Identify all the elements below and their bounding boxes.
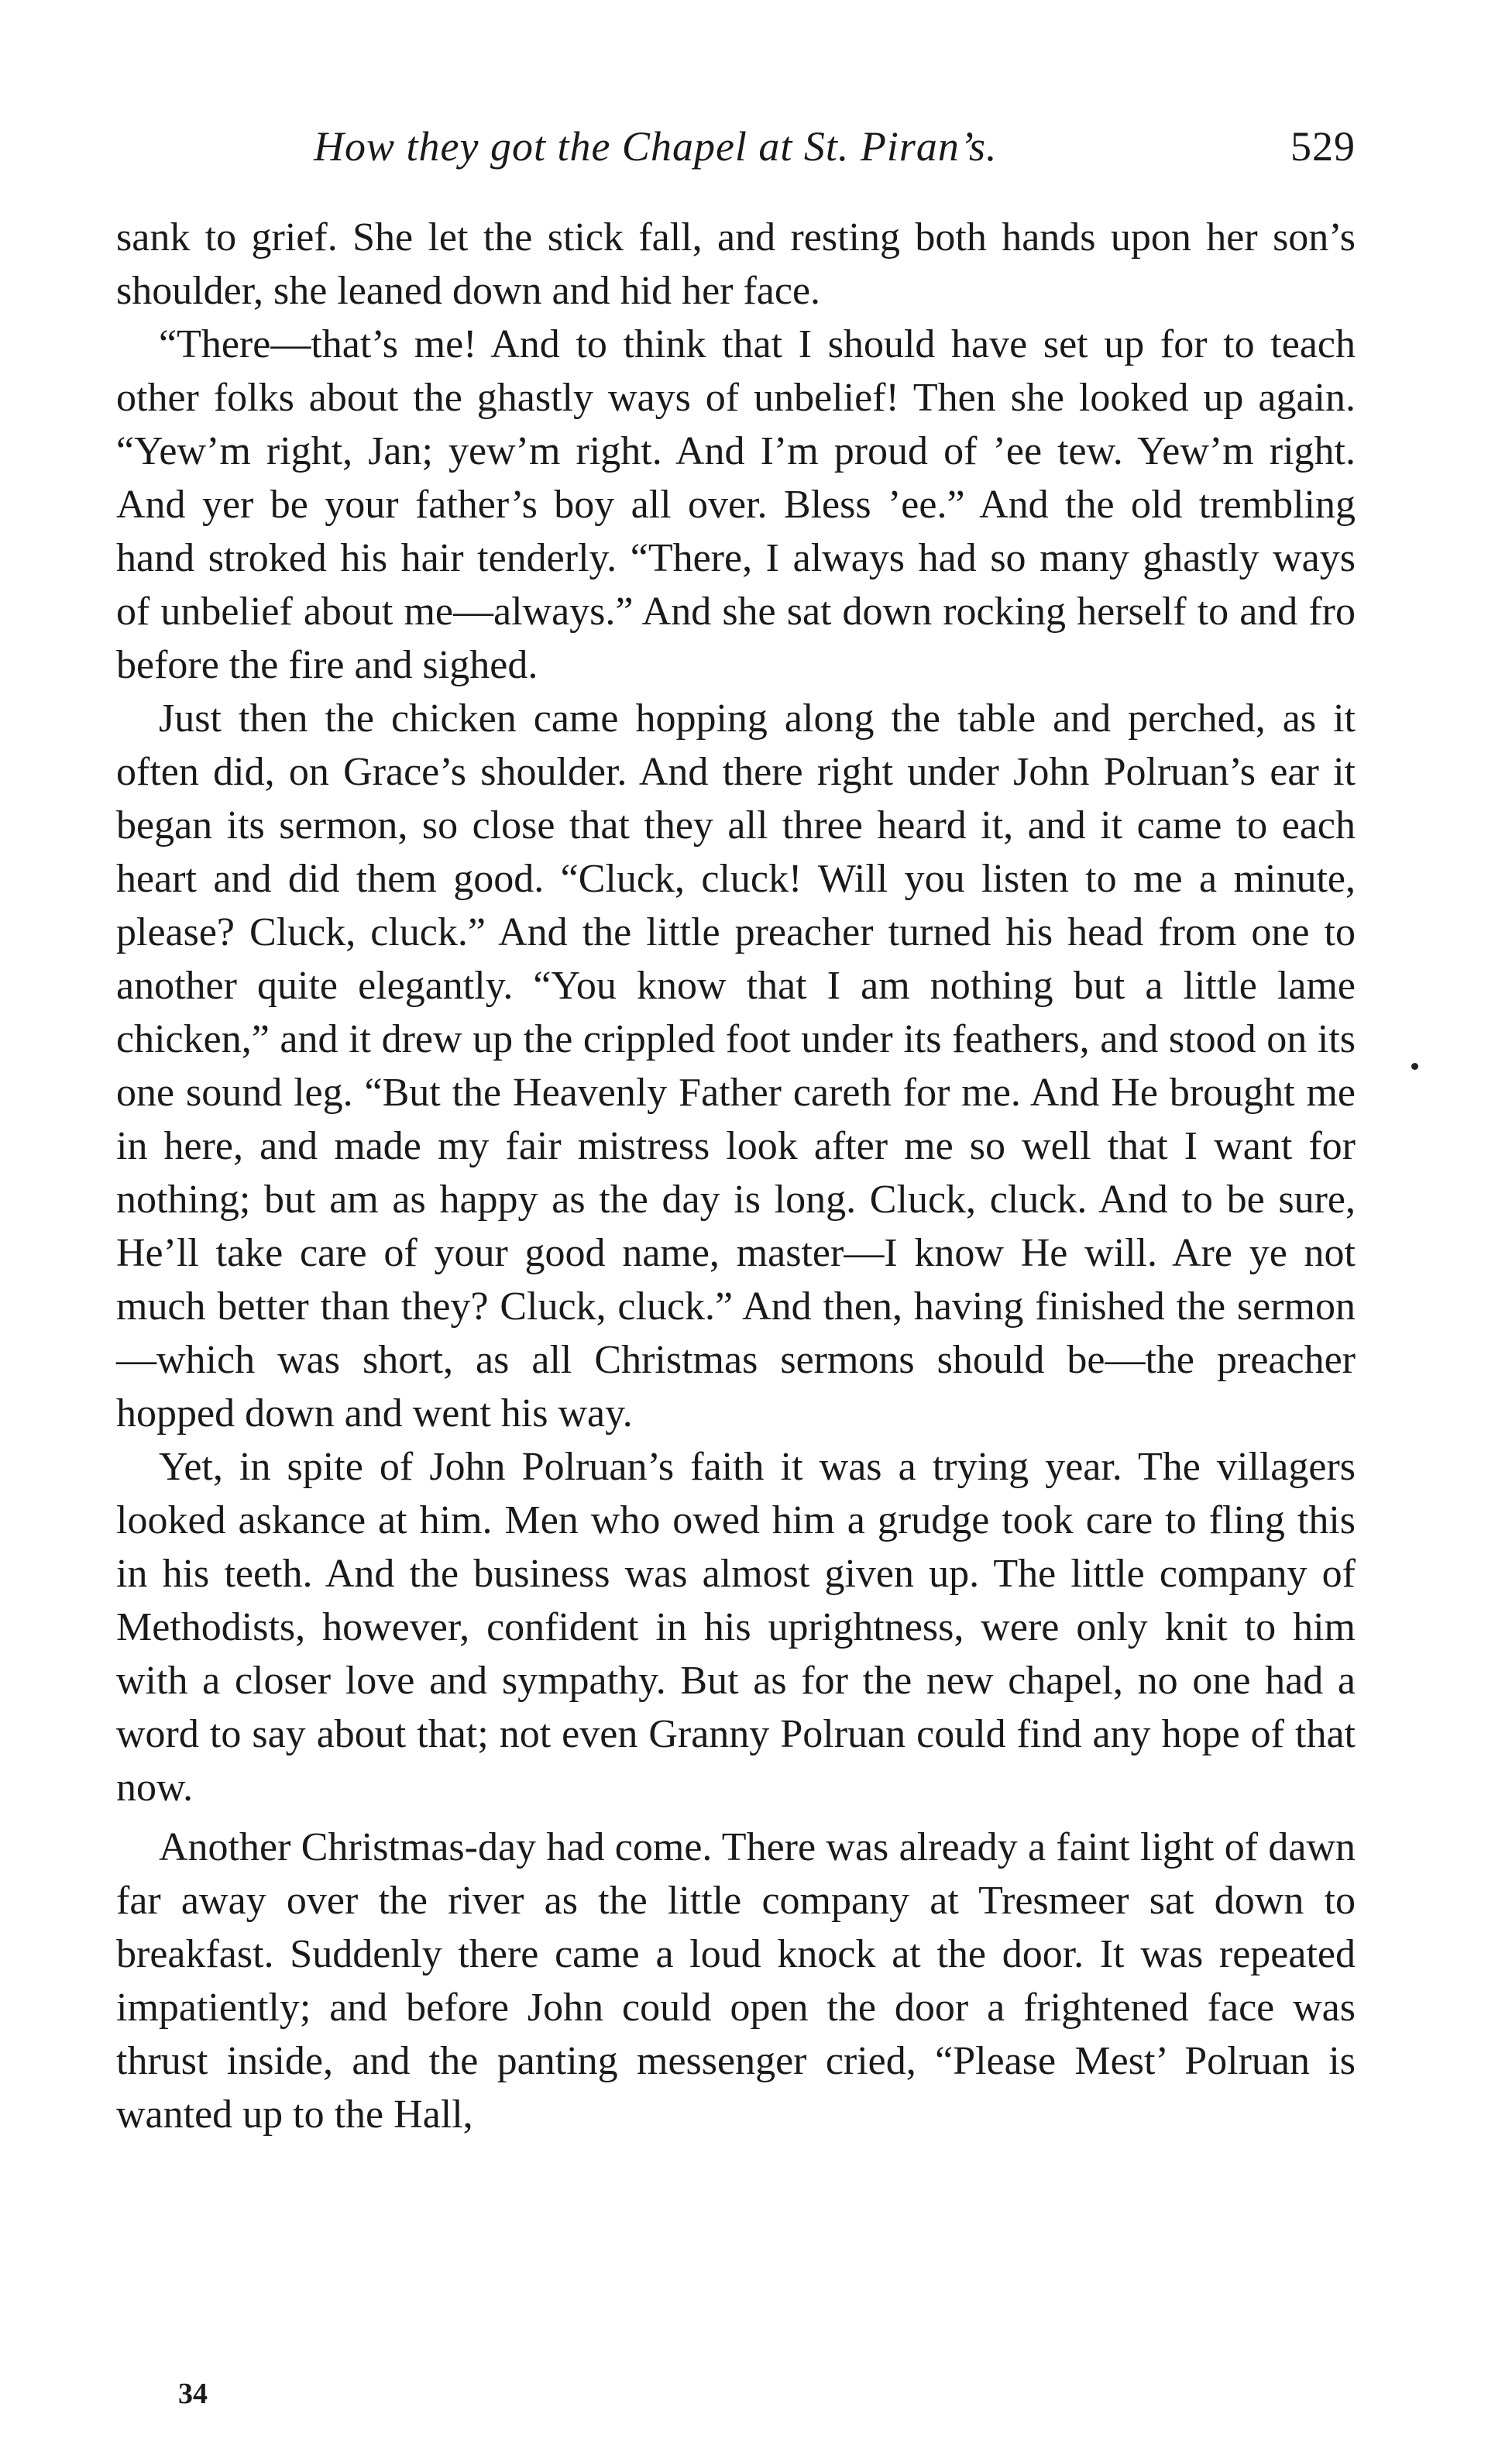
page-header xyxy=(116,122,1356,184)
signature-mark: 34 xyxy=(178,2378,208,2410)
paragraph-2: “There—that’s me! And to think that I should have set up for to teach other folks about the ghastly ways of unbelief! Then she looked up again. “Yew’m right, Jan; yew’m right. And I’m proud of ’ee tew. Yew’m right. And yer be your father’s boy all over. Bless ’ee.” And the old trembling hand stroked his hair tenderly. “There, I always had so many ghastly ways of unbelief about me—always.” And she sat down rocking herself to and fro before the fire and sighed. xyxy=(116,322,1356,687)
page-number: 529 xyxy=(1290,123,1356,170)
paragraph-1: sank to grief. She let the stick fall, and resting both hands upon her son’s shoulder, she leaned down and hid her face. xyxy=(116,215,1356,313)
paragraph-3: Just then the chicken came hopping along the table and perched, as it often did, on Grace’s shoulder. And there right under John Polruan’s ear it began its sermon, so close that they all three heard it, and it came to each heart and did them good. “Cluck, cluck! Will you listen to me a minute, please? Cluck, cluck.” And the little preacher turned his head from one to another quite elegantly. “You know that I am nothing but a little lame chicken,” and it drew up the crippled foot under its feathers, and stood on its one sound leg. “But the Heavenly Father careth for me. And He brought me in here, and made my fair mistress look after me so well that I want for nothing; but am as happy as the day is long. Cluck, cluck. And to be sure, He’ll take care of your good name, master—I know He will. Are ye not much better than they? Cluck, cluck.” And then, having finished the sermon—which was short, as all Christmas sermons should be—the preacher hopped down and went his way. xyxy=(116,696,1356,1436)
paragraph-5: Another Christmas-day had come. There was already a faint light of dawn far away over the river as the little company at Tresmeer sat down to breakfast. Suddenly there came a loud knock at the door. It was repeated impatiently; and before John could open the door a frightened face was thrust inside, and the panting messenger cried, “Please Mest’ Polruan is wanted up to the Hall, xyxy=(116,1825,1356,2137)
running-title: How they got the Chapel at St. Piran’s. xyxy=(314,123,998,170)
body-text xyxy=(116,211,1356,2141)
ink-speck xyxy=(1411,1063,1418,1070)
paragraph-4: Yet, in spite of John Polruan’s faith it was a trying year. The villagers looked askance at him. Men who owed him a grudge took care to fling this in his teeth. And the business was almost given up. The little company of Methodists, however, confident in his uprightness, were only knit to him with a closer love and sympathy. But as for the new chapel, no one had a word to say about that; not even Granny Polruan could find any hope of that now. xyxy=(116,1445,1356,1810)
